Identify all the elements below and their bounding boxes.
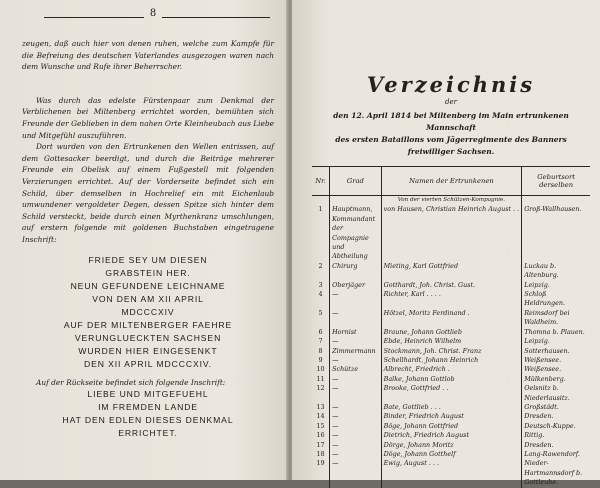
cell-name: Braune, Johann Gottlieb [381,328,522,337]
cell-grad: Oberjäger [330,281,382,290]
title-line: des ersten Bataillons vom Jägerregimente des Banners freiwilliger Sachsen. [335,135,567,156]
cell-nr: 18 [316,449,325,458]
table-body [312,196,590,488]
left-page [0,0,288,480]
cell-grad: Hornist [330,328,382,337]
cell-nr: 5 [318,308,323,317]
section-heading-row [312,196,590,206]
cell-ort: Dresden. [522,412,590,421]
cell-grad: — [330,403,382,412]
cell-name: Böge, Johann Gottfried [381,422,522,431]
table-row [312,290,590,309]
cell-nr: 15 [316,421,325,430]
cell-name: Albrecht, Friedrich . [381,365,522,374]
cell-name: Balke, Johann Gottlob [381,375,522,384]
right-page [292,0,600,487]
cell-grad: — [330,290,382,309]
page-number: 8 [149,8,157,19]
cell-ort: Rittig. [522,431,590,440]
cell-name: Hötzel, Moritz Ferdinand . [381,309,522,328]
cell-ort: Deutsch-Kuppe. [522,422,590,431]
cell-name: Schellhardt, Johann Heinrich [381,356,522,365]
inscription-line: VON DEN AM XII APRIL [92,293,204,304]
cell-name: Ewig, August . . . [381,459,522,487]
cell-nr: 13 [316,402,325,411]
paragraph-1: zeugen, daß auch hier von denen ruhen, welche zum Kampfe für die Befreiung des deutschen Vaterlandes ausgezogen waren nach dem Wunsche und Rufe ihrer Beherrscher. [22,39,274,72]
cell-ort: Sotterhausen. [522,347,590,356]
cell-nr: 6 [318,327,323,336]
rear-inscription [22,388,274,440]
rear-intro: Auf der Rückseite befindet sich folgende Inschrift: [36,377,226,387]
front-inscription [22,254,274,371]
cell-nr: 7 [318,337,323,346]
cell-name: Stockmann, Joh. Christ. Franz [381,347,522,356]
header-rule-right [162,17,270,18]
table-row [312,431,590,440]
cell-ort: Lang-Rawendorf. [522,450,590,459]
inscription-line: VERUNGLUECKTEN SACHSEN [74,332,222,343]
cell-name: Brooke, Gottfried . . [381,384,522,403]
inscription-line: DEN XII APRIL MDCCCXIV. [84,358,212,369]
inscription-line: ERRICHTET. [118,428,178,439]
cell-grad: — [330,412,382,421]
cell-ort: Luckau b. Altenburg. [522,262,590,281]
cell-name: Bate, Gottlieb . . . [381,403,522,412]
cell-name: Ebde, Heinrich Wilhelm [381,337,522,346]
cell-name: Richter, Karl . . . . [381,290,522,309]
title-line: den 12. April 1814 bei Miltenberg im Main ertrunkenen Mannschaft [333,111,569,132]
cell-grad: — [330,459,382,487]
cell-ort: Reimsdorf bei Waldheim. [522,309,590,328]
cell-grad: — [330,375,382,384]
table-row [312,281,590,290]
cell-ort: Oelsnitz b. Niederlausitz. [522,384,590,403]
cell-nr: 8 [318,346,323,355]
table-row [312,441,590,450]
paragraph-3: Dort wurden von den Ertrunkenen den Wellen entrissen, auf dem Gottesacker beerdigt, und durch die Beiträge mehrerer Freunde ein Obelisk auf einem Fußgestell mit folgenden Verzierungen errichtet. Auf der Vorderseite befindet sich ein Schild, über demselben in Hochrelief ein mit Eichenlaub umwundener vergoldeter Degen, dessen Spitze sich hinter dem Schild versteckt, beide durch einen Myrthenkranz umschlungen, auf erstern folgende mit goldenen Buchstaben eingetragene Inschrift: [22,142,274,244]
cell-ort: Weißensee. [522,356,590,365]
inscription-line: WURDEN HIER EINGESENKT [78,345,218,356]
section-heading: Von der vierten Schützen-Kompagnie. [381,196,522,206]
table-row [312,262,590,281]
header-grad: Grad [330,167,382,196]
cell-grad: — [330,384,382,403]
cell-grad: — [330,309,382,328]
cell-grad: — [330,450,382,459]
table-row [312,309,590,328]
table-row [312,459,590,487]
inscription-line: MDCCCXIV [121,306,175,317]
table-row [312,205,590,261]
cell-nr: 3 [318,280,323,289]
cell-nr: 17 [316,440,325,449]
cell-ort: Dresden. [522,441,590,450]
table-row [312,337,590,346]
cell-ort: Leipzig. [522,337,590,346]
inscription-line: LIEBE UND MITGEFUEHL [87,389,209,400]
header-rule-left [44,17,144,18]
cell-ort: Großstädt. [522,403,590,412]
header-name: Namen der Ertrunkenen [381,167,522,196]
cell-name: Döge, Johann Gotthelf [381,450,522,459]
title-connector: der [445,98,457,106]
cell-name: Dietrich, Friedrich August [381,431,522,440]
cell-nr: 11 [316,374,325,383]
cell-ort: Leipzig. [522,281,590,290]
cell-ort: Mülkenberg. [522,375,590,384]
cell-nr: 19 [316,459,325,468]
cell-grad: Zimmermann [330,347,382,356]
cell-nr: 14 [316,412,325,421]
table-row [312,403,590,412]
table-header-row [312,167,590,196]
inscription-line: FRIEDE SEY UM DIESEN [88,254,208,265]
cell-grad: Hauptmann, Kommandant der Compagnie und Abtheilung [330,205,382,261]
cell-ort: Thomna b. Plauen. [522,328,590,337]
cell-ort: Groß-Wallhausen. [522,205,590,261]
cell-name: Gotthardt, Joh. Christ. Gust. [381,281,522,290]
casualty-table [312,166,590,488]
cell-grad: — [330,422,382,431]
cell-nr: 4 [318,290,323,299]
cell-grad: — [330,356,382,365]
cell-nr: 16 [316,431,325,440]
cell-nr: 2 [318,261,323,270]
cell-ort: Schloß Heldrungen. [522,290,590,309]
table-row [312,450,590,459]
table-row [312,412,590,421]
cell-nr: 10 [316,365,325,374]
table-row [312,375,590,384]
table-row [312,422,590,431]
cell-name: Mieting, Karl Gottfried [381,262,522,281]
cell-grad: — [330,337,382,346]
page-title: Verzeichnis [366,72,536,97]
paragraph-2: Was durch das edelste Fürstenpaar zum Denkmal der Verblichenen bei Miltenberg errichtet worden, bemühten sich Freunde der Geblieben in dem nahen Orte Kleinheubach aus Liebe und Mitgefühl auszuführen. [22,95,274,140]
inscription-line: NEUN GEFUNDENE LEICHNAME [70,280,226,291]
table-row [312,347,590,356]
body-text [22,38,274,246]
header-nr: Nr. [312,167,330,196]
cell-name: Dörge, Johann Moritz [381,441,522,450]
cell-nr: 9 [318,355,323,364]
cell-ort: Weißensee. [522,365,590,374]
cell-grad: — [330,431,382,440]
inscription-line: HAT DEN EDLEN DIESES DENKMAL [62,415,234,426]
title-description [312,110,590,158]
cell-name: Binder, Friedrich August [381,412,522,421]
table-row [312,365,590,374]
cell-grad: Schütze [330,365,382,374]
table-row [312,356,590,365]
cell-nr: 12 [316,384,325,393]
cell-nr: 1 [318,205,323,214]
inscription-line: GRABSTEIN HER. [105,267,191,278]
cell-grad: — [330,441,382,450]
cell-ort: Nieder-Hartmannsdorf b. Gottleube. [522,459,590,487]
inscription-line: AUF DER MILTENBERGER FAEHRE [63,319,233,330]
table-row [312,328,590,337]
cell-name: von Hausen, Christian Heinrich August . . [381,205,522,261]
cell-grad: Chirurg [330,262,382,281]
page-header [22,0,274,24]
header-ort: Geburtsort derselben [522,167,590,196]
inscription-line: IM FREMDEN LANDE [98,402,198,413]
table-row [312,384,590,403]
